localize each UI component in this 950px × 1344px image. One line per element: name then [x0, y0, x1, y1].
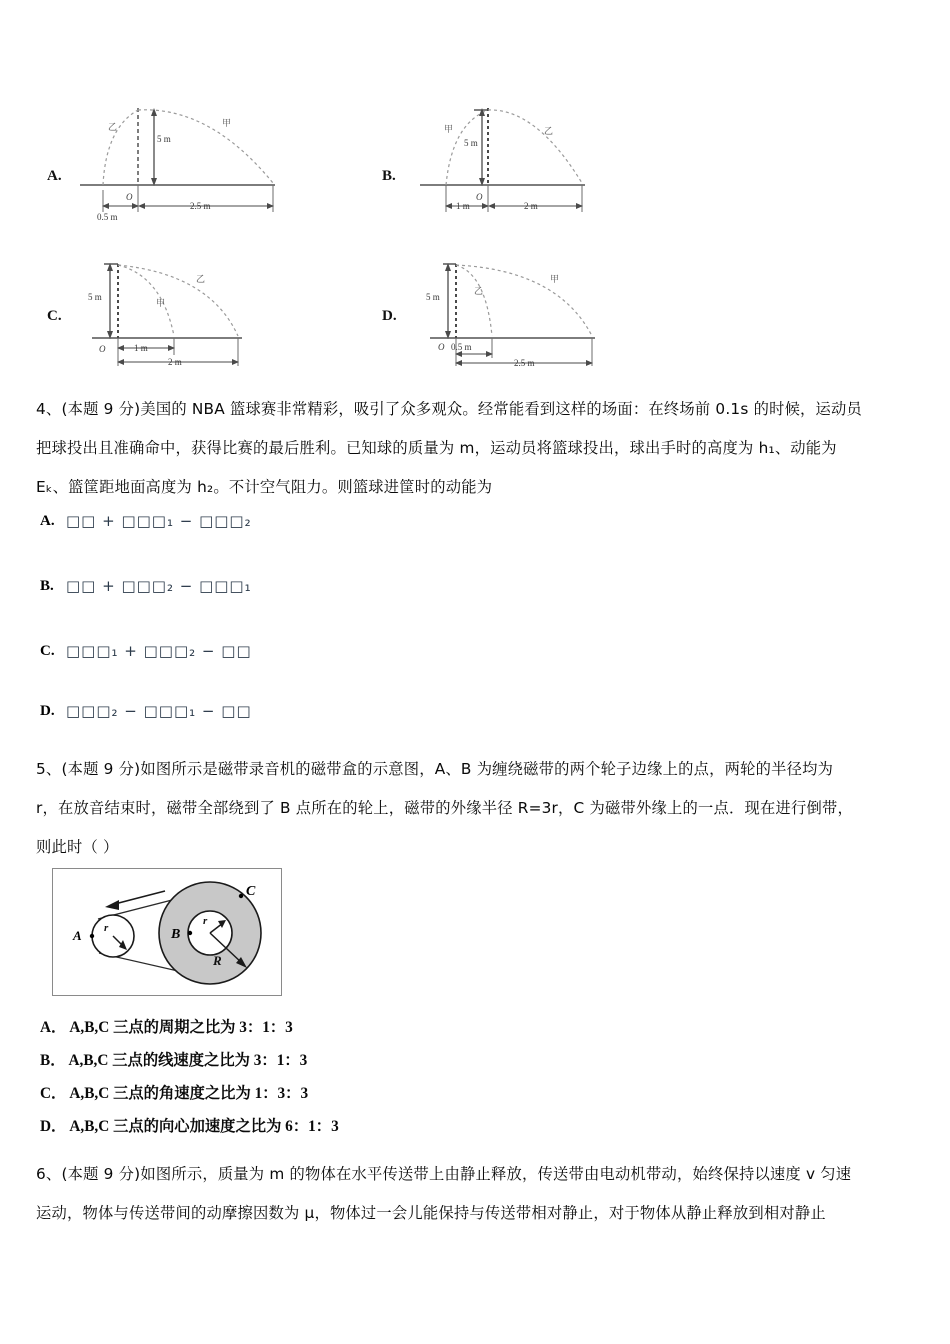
question-5-line-3: 则此时（ ）	[36, 838, 119, 856]
diagram-option-c	[40, 250, 310, 380]
question-5-option-a[interactable]: A． A,B,C 三点的周期之比为 3：1：3	[40, 1019, 293, 1036]
height-label-b: 5 m	[464, 138, 478, 148]
origin-label-a: O	[126, 192, 133, 202]
question-4-option-c[interactable]	[40, 642, 252, 660]
diagram-option-b	[375, 90, 645, 220]
curve-label-c-inner: 甲	[156, 299, 166, 309]
left-span-label-b: 1 m	[456, 201, 470, 211]
question-4-option-a-formula: □□ + □□□₁ − □□□₂	[66, 512, 252, 530]
radius-label-hub: r	[203, 915, 208, 927]
inner-span-label-d: 0.5 m	[451, 342, 472, 352]
question-4-option-a[interactable]	[40, 512, 252, 530]
question-4-line-2: 把球投出且准确命中，获得比赛的最后胜利。已知球的质量为 m，运动员将篮球投出，球出手时的高度为 h₁、动能为	[36, 439, 837, 457]
outer-span-label-d: 2.5 m	[514, 358, 535, 368]
question-4-line-3: Eₖ、篮筐距地面高度为 h₂。不计空气阻力。则篮球进筐时的动能为	[36, 478, 493, 496]
point-label-b: B	[171, 927, 181, 942]
question-4-option-d[interactable]	[40, 702, 252, 720]
tape-reel-svg	[53, 869, 281, 995]
question-4-points: (本题 9 分)	[61, 400, 141, 418]
question-4-option-b-label: B.	[40, 578, 54, 594]
question-5-number: 5、	[36, 760, 62, 778]
origin-label-b: O	[476, 192, 483, 202]
question-5-option-d[interactable]: D． A,B,C 三点的向心加速度之比为 6：1：3	[40, 1118, 339, 1135]
diagram-option-d-letter: D.	[382, 308, 397, 324]
height-label-c: 5 m	[88, 292, 102, 302]
height-label-a: 5 m	[157, 134, 171, 144]
curve-label-d-outer: 甲	[550, 275, 560, 285]
question-5-points: (本题 9 分)	[61, 760, 141, 778]
curve-label-b-left: 甲	[444, 125, 454, 135]
question-5-line-2: r，在放音结束时，磁带全部绕到了 B 点所在的轮上，磁带的外缘半径 R=3r，C 为磁带外缘上的一点．现在进行倒带，	[36, 799, 853, 817]
tape-reel-figure	[52, 868, 282, 996]
origin-label-d: O	[438, 342, 445, 352]
question-6-line-2: 运动，物体与传送带间的动摩擦因数为 μ，物体过一会儿能保持与传送带相对静止，对于物体从静止释放到相对静止	[36, 1204, 826, 1222]
outer-span-label-c: 2 m	[168, 357, 182, 367]
height-label-d: 5 m	[426, 292, 440, 302]
question-4-option-b-formula: □□ + □□□₂ − □□□₁	[66, 577, 252, 595]
question-5-text	[36, 750, 924, 867]
curve-label-d-inner: 乙	[474, 287, 484, 297]
point-label-a: A	[73, 928, 82, 943]
question-4-option-c-formula: □□□₁ + □□□₂ − □□	[66, 642, 252, 660]
right-span-label-b: 2 m	[524, 201, 538, 211]
question-6-line-1: 如图所示，质量为 m 的物体在水平传送带上由静止释放，传送带由电动机带动，始终保持以速度 v 匀速	[140, 1165, 852, 1183]
question-6-number: 6、	[36, 1165, 62, 1183]
curve-label-a-left: 乙	[108, 123, 118, 133]
question-4-text	[36, 390, 924, 507]
projectile-figure-d	[410, 250, 640, 370]
inner-span-label-c: 1 m	[134, 343, 148, 353]
question-4-option-d-label: D.	[40, 703, 55, 719]
diagram-option-b-letter: B.	[382, 168, 396, 184]
curve-label-c-outer: 乙	[196, 275, 206, 285]
curve-label-b-right: 乙	[544, 127, 554, 137]
question-4-option-c-label: C.	[40, 643, 55, 659]
projectile-figure-c	[70, 250, 300, 370]
diagram-option-a-letter: A.	[47, 168, 62, 184]
question-6-points: (本题 9 分)	[61, 1165, 141, 1183]
diagram-option-d	[375, 250, 645, 380]
diagram-option-c-letter: C.	[47, 308, 62, 324]
diagram-option-a	[40, 90, 310, 220]
radius-label-outer: R	[213, 953, 222, 968]
question-6-text	[36, 1155, 924, 1233]
question-4-option-b[interactable]	[40, 577, 252, 595]
question-4-line-1: 美国的 NBA 篮球赛非常精彩，吸引了众多观众。经常能看到这样的场面：在终场前 0.1s 的时候，运动员	[140, 400, 863, 418]
point-label-c: C	[246, 884, 256, 899]
projectile-figure-a	[70, 90, 300, 220]
projectile-figure-b	[410, 90, 640, 220]
question-5-option-c[interactable]: C． A,B,C 三点的角速度之比为 1：3：3	[40, 1085, 309, 1102]
origin-label-c: O	[99, 344, 106, 354]
curve-label-a-right: 甲	[222, 119, 232, 129]
question-4-option-a-label: A.	[40, 513, 55, 529]
left-span-label-a: 0.5 m	[97, 212, 118, 220]
right-span-label-a: 2.5 m	[190, 201, 211, 211]
question-4-number: 4、	[36, 400, 62, 418]
question-4-option-d-formula: □□□₂ − □□□₁ − □□	[66, 702, 252, 720]
question-5-option-b[interactable]: B． A,B,C 三点的线速度之比为 3：1：3	[40, 1052, 308, 1069]
radius-label-small-left: r	[104, 922, 109, 934]
question-5-line-1: 如图所示是磁带录音机的磁带盒的示意图，A、B 为缠绕磁带的两个轮子边缘上的点，两轮的半径均为	[140, 760, 834, 778]
